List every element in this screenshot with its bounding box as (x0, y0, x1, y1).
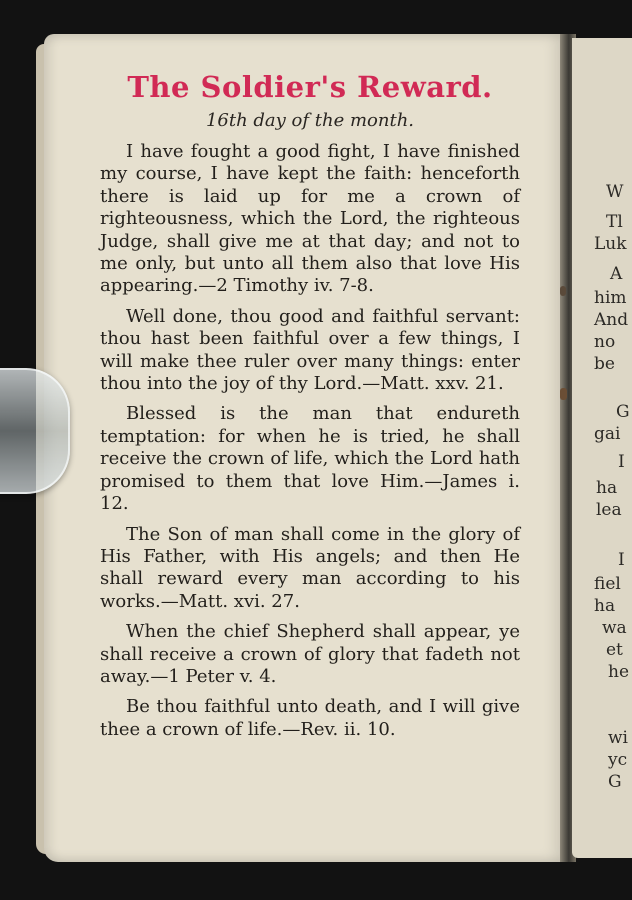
facing-page-fragment: wa (602, 618, 627, 638)
facing-page-fragment: Luk (594, 234, 627, 254)
scripture-paragraph: Well done, thou good and faithful servant: thou hast been faithful over a few things, I will make thee ruler over many things: enter thou into the joy of thy Lord.—Matt. xxv. 21. (100, 305, 520, 395)
facing-page-fragment: I (618, 452, 625, 472)
facing-page-fragment: I (618, 550, 625, 570)
facing-page-fragment: no (594, 332, 616, 352)
scripture-paragraph: Be thou faithful unto death, and I will give thee a crown of life.—Rev. ii. 10. (100, 696, 520, 740)
facing-page-fragment: lea (596, 500, 622, 520)
page-subtitle: 16th day of the month. (205, 110, 415, 131)
facing-page-fragment: et (606, 640, 623, 660)
facing-page-fragment: yc (608, 750, 628, 770)
scripture-paragraph: I have fought a good fight, I have finished my course, I have kept the faith: henceforth there is laid up for me a crown of righteousness, which the Lord, the righteous Judge, shall give me at that day; and not to me only, but unto all them also that love His appearing.—2 Timothy iv. 7-8. (100, 141, 520, 297)
facing-page (572, 38, 632, 858)
scripture-paragraph: When the chief Shepherd shall appear, ye shall receive a crown of glory that fadeth not away.—1 Peter v. 4. (100, 621, 520, 687)
scripture-paragraph: Blessed is the man that endureth temptation: for when he is tried, he shall receive the crown of life, which the Lord hath promised to them that love Him.—James i. 12. (100, 403, 520, 515)
page-holder-clip (0, 368, 70, 494)
facing-page-fragment: A (610, 264, 623, 284)
page-content (100, 70, 520, 749)
facing-page-fragment: Tl (606, 212, 623, 232)
paper-blemish (560, 388, 567, 400)
facing-page-fragment: gai (594, 424, 621, 444)
facing-page-fragment: G (608, 772, 622, 792)
facing-page-fragment: him (594, 288, 627, 308)
facing-page-fragment: G (616, 402, 630, 422)
paper-blemish (560, 286, 566, 296)
scripture-paragraph: The Son of man shall come in the glory of His Father, with His angels; and then He shall reward every man according to his works.—Matt. xvi. 27. (100, 523, 520, 612)
facing-page-fragment: ha (594, 596, 616, 616)
facing-page-fragment: fiel (594, 574, 621, 594)
facing-page-fragment: he (608, 662, 630, 682)
facing-page-fragment: wi (608, 728, 628, 748)
facing-page-fragment: And (594, 310, 629, 330)
facing-page-fragment: be (594, 354, 615, 374)
page-title: The Soldier's Reward. (127, 70, 493, 104)
facing-page-fragment: W (606, 182, 624, 202)
facing-page-fragment: ha (596, 478, 618, 498)
